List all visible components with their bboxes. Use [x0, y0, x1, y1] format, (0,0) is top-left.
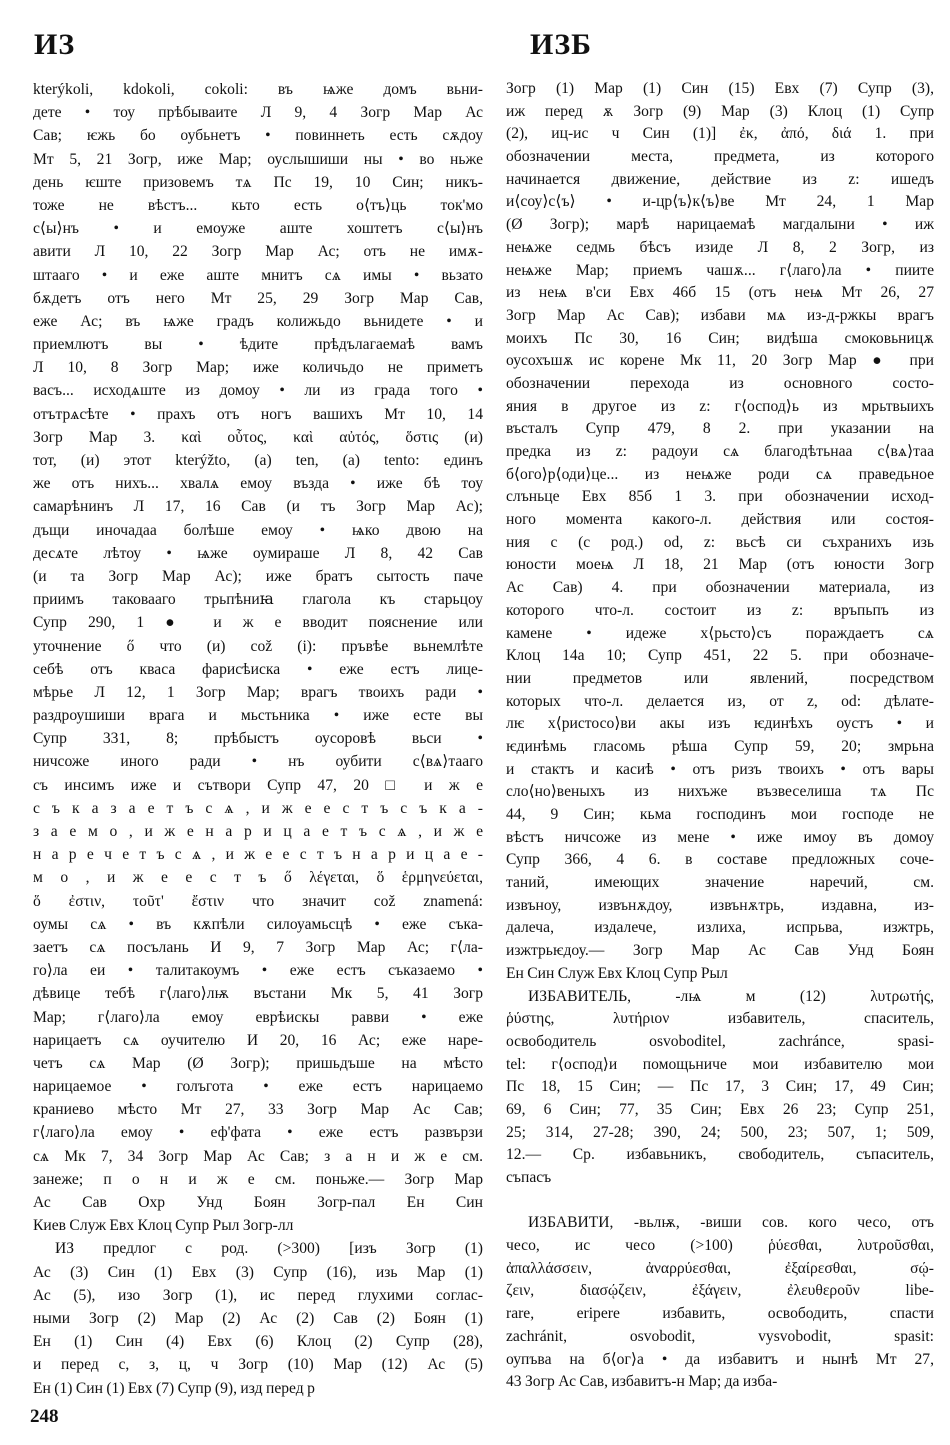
text-line: (Ø Зогр); марѣ нарицаемаѣ магдалыни • иж	[506, 216, 934, 234]
text-line: ѥдинѣмь гласомь рѣша Супр 59, 20; змрьна	[506, 737, 934, 755]
text-line: Ен (1) Син (4) Евх (6) Клоц (2) Супр (28),	[33, 1333, 483, 1351]
text-line: ния с (с род.) od, z: вьсѣ си съхранихъ изь	[506, 533, 934, 551]
text-line: Ен (1) Син (1) Евх (7) Супр (9), изд перед р	[33, 1379, 315, 1397]
text-line: занеже; п о н и ж е см. поньже.— Зогр Мар	[33, 1170, 483, 1188]
text-line: вѣстъ ничсоже из мене • иже имоу въ домоу	[506, 828, 934, 846]
text-line: приемлютъ вы • ѣдите прѣдълагаемаѣ вамъ	[33, 336, 483, 354]
text-line: г⟨лаго⟩ла емоу • еф'фата • еже естъ развързи	[33, 1124, 483, 1142]
text-line: Ас Сав) 4. при обозначении материала, из	[506, 579, 934, 597]
text-line: самарѣнинъ Л 17, 16 Сав (и тъ Зогр Мар Ас);	[33, 498, 483, 516]
text-line: Сав; ѥжь бо оубьнетъ • повиннеть есть сѫдоу	[33, 127, 483, 145]
text-line: съ инсимъ иже и сътвори Супр 47, 20 □ и ж е	[33, 776, 483, 794]
text-line: неѩже седмь бѣсъ изиде Л 8, 2 Зогр, из	[506, 238, 934, 256]
text-line: Супр 331, 8; прѣбыстъ оусоровѣ вьси •	[33, 730, 483, 748]
text-line: васъ... исходѧште из домоу • ли из града того •	[33, 382, 483, 400]
text-line: яния в другое из z: г⟨оспод⟩ь из мрьтвыихъ	[506, 397, 934, 415]
text-line: и стактъ и касиѣ • отъ ризъ твоихъ • отъ вары	[506, 760, 934, 778]
text-line: ИЗБАВИТЕЛЬ, -лѩ м (12) λυτρωτής,	[528, 987, 934, 1005]
text-line: нии предметов или явлений, посредством	[506, 669, 934, 687]
text-line: тот, (и) этот kterýžto, (a) ten, (a) tento: единъ	[33, 452, 483, 469]
text-line: камене • идеже х⟨рьсто⟩съ пораждаетъ сѧ	[506, 624, 934, 642]
text-line: Пс 18, 15 Син; — Пс 17, 3 Син; 17, 49 Син;	[506, 1078, 934, 1096]
text-line: из неѩ в'си Евх 46б 15 (отъ неѩ Мт 26, 27	[506, 284, 934, 302]
text-line: kterýkoli, kdokoli, cokoli: въ ѩже домъ вьни-	[33, 81, 483, 98]
text-line: и⟨соу⟩с⟨ъ⟩ • и-цр⟨ъ⟩к⟨ъ⟩ве Мт 24, 1 Мар	[506, 193, 934, 211]
text-line: Мт 5, 21 Зогр, иже Мар; оуслышиши ны • во ньже	[33, 150, 483, 168]
text-line: Киев Служ Евх Клоц Супр Рыл Зогр-лл	[33, 1217, 294, 1235]
running-head-right: ИЗБ	[530, 28, 593, 61]
text-line: начинается движение, действие из z: ишедъ	[506, 170, 934, 188]
text-line: неѩже Мар; приемъ чашѫ... г⟨лаго⟩ла • пиите	[506, 261, 934, 279]
text-line: ὅ ἐστιν, τοῦτ' ἔστιν что значит což znamená:	[33, 892, 483, 910]
page-number: 248	[30, 1406, 59, 1427]
left-column	[33, 78, 483, 1400]
text-line: дете • тоу прѣбываите Л 9, 4 Зогр Мар Ас	[33, 104, 483, 122]
text-line: освободитель osvoboditel, zachránce, spasi-	[506, 1032, 934, 1050]
text-line: съпасъ	[506, 1169, 552, 1186]
text-line: ными Зогр (2) Мар (2) Ас (2) Сав (2) Боян (1)	[33, 1309, 483, 1327]
text-line: раздроушиши врага и мьстьника • иже есте вы	[33, 707, 483, 725]
text-line: далеча, издалече, излиха, испрьва, изжтрь,	[506, 919, 934, 937]
text-line: отътрѧсѣте • прахъ отъ ногъ вашихъ Мт 10, 14	[33, 405, 483, 423]
text-line: Ас Сав Охр Унд Боян Зогр-пал Ен Син	[33, 1194, 483, 1211]
text-line: тоже не вѣстъ... кьто есть о⟨тъ⟩ць ток'мо	[33, 196, 483, 214]
text-line: еже Ас; въ ѩже градъ колижьдо вьнидете • и	[33, 312, 483, 330]
text-line: zachránit, osvobodit, vysvobodit, spasit:	[506, 1327, 934, 1345]
text-line: б⟨ого⟩р⟨оди⟩це... из неѩже роди сѧ праведьное	[506, 465, 934, 483]
text-line: ζειν, διασῴζειν, ἐξάγειν, ἐλευθεροῦν libe-	[506, 1282, 934, 1300]
text-line: обозначении перехода из основного состо-	[506, 374, 934, 392]
text-line: дъщи иночадаа болѣше емоу • ѩко двою на	[33, 521, 483, 539]
text-line: Ен Син Служ Евх Клоц Супр Рыл	[506, 964, 728, 982]
text-line: моихъ Пс 30, 16 Син; видѣша смоковьницѫ	[506, 329, 934, 347]
text-line: нарицаемое • голъгота • еже естъ нарицаемо	[33, 1078, 483, 1096]
text-line: 69, 6 Син; 77, 35 Син; Евх 26 23; Супр 251,	[506, 1100, 934, 1118]
text-line: нарицаетъ сѧ оучителю И 20, 16 Ас; еже наре-	[33, 1031, 483, 1049]
text-line: tel: г⟨оспод⟩и помощьниче мои избавителю мои	[506, 1055, 934, 1073]
text-line: з а е м о , и ж е н а р и ц а е т ъ с ѧ , и ж е	[33, 823, 483, 840]
text-line: м о , и ж е е с т ъ ő λέγεται, ὅ ἑρμηνεύεται,	[33, 869, 483, 887]
text-line: го⟩ла еи • талитакоумъ • еже естъ съказаемо •	[33, 962, 483, 980]
text-line: ἀπαλλάσσειν, ἀναρρύεσθαι, ἐξαίρεσθαι, σῴ-	[506, 1259, 934, 1277]
text-line: юности моеѩ Л 18, 21 Мар (отъ юности Зогр	[506, 556, 934, 574]
text-line: ИЗБАВИТИ, -вьлѭ, -виши сов. кого чесо, отъ	[528, 1214, 934, 1232]
text-line: день ѥште призовемъ тѧ Пс 19, 10 Син; никъ-	[33, 173, 483, 191]
text-line: изжтрьѥдоу.— Зогр Мар Ас Сав Унд Боян	[506, 942, 934, 960]
text-line: Зогр Мар Ас Сав); избави мѧ из-д-ржкы врагъ	[506, 306, 934, 324]
text-line: Ас (3) Син (1) Евх (3) Супр (16), изь Мар (1)	[33, 1263, 483, 1281]
text-line: ничсоже иного ради • нъ оубити с⟨вѧ⟩тааго	[33, 753, 483, 771]
text-line: Л 10, 8 Зогр Мар; иже количьдо не приметъ	[33, 359, 483, 377]
text-line: извъноу, извънѫдоу, извънѫтрь, издавна, из-	[506, 896, 934, 914]
text-line: сѧ Мк 7, 34 Зогр Мар Ас Сав; з а н и ж е см.	[33, 1147, 483, 1165]
text-line: которого что-л. состоит из z: връпьпъ из	[506, 601, 934, 619]
text-line: оумы сѧ • въ кѫпѣли силоуамьсцѣ • еже съка-	[33, 915, 483, 933]
text-line: rare, eripere избавить, освободить, спасти	[506, 1305, 934, 1323]
right-column	[506, 78, 934, 1394]
text-line: Супр 290, 1 ● и ж е вводит пояснение или	[33, 614, 483, 632]
text-line: авити Л 10, 22 Зогр Мар Ас; отъ не имѫ-	[33, 243, 483, 261]
text-line: мѣрье Л 12, 1 Зогр Мар; врагъ твоихъ ради •	[33, 683, 483, 701]
text-line: таний, имеющих значение наречий, см.	[506, 874, 934, 892]
text-line: 12.— Ср. избавьникъ, свободитель, съпаситель,	[506, 1146, 934, 1164]
text-line: Клоц 14а 10; Супр 451, 22 5. при обозначе-	[506, 647, 934, 665]
text-line: иж перед ѫ Зогр (9) Мар (3) Клоц (1) Супр	[506, 102, 934, 120]
text-line: чесо, ис чесо (>100) ῥύεσθαι, λυτροῦσθαι,	[506, 1237, 934, 1255]
text-line: с⟨ы⟩нъ • и емоуже аште хоштетъ с⟨ы⟩нъ	[33, 220, 483, 238]
text-line: себѣ отъ кваса фарисѣиска • еже естъ лице-	[33, 660, 483, 678]
text-line: четъ сѧ Мар (Ø Зогр); пришьдъше на мѣсто	[33, 1054, 483, 1072]
text-line: и перед с, з, ц, ч Зогр (10) Мар (12) Ас (5)	[33, 1356, 483, 1374]
text-line: ного момента какого-л. действия или состоя-	[506, 511, 934, 529]
text-line: с ъ к а з а е т ъ с ѧ , и ж е е с т ъ с ъ к а -	[33, 799, 483, 817]
text-line: бѫдетъ отъ него Мт 25, 29 Зогр Мар Сав,	[33, 289, 483, 307]
text-line: заетъ сѧ посълань И 9, 7 Зогр Мар Ас; г⟨ла-	[33, 938, 483, 956]
text-line: Зогр Мар 3. καὶ οὗτος, καὶ αὐτός, ὅστις (и)	[33, 428, 483, 446]
text-line: 25; 314, 27-28; 390, 24; 500, 23; 507, 1; 509,	[506, 1123, 934, 1141]
text-line: въсталъ Супр 479, 8 2. при указании на	[506, 420, 934, 438]
text-line: штааго • и еже аште мнитъ сѧ имы • вьзато	[33, 266, 483, 284]
running-head-left: ИЗ	[34, 28, 76, 61]
text-line: Мар; г⟨лаго⟩ла емоу еврѣискы равви • еже	[33, 1008, 483, 1026]
text-line: ῥύστης, λυτήριον избавитель, спаситель,	[506, 1010, 934, 1028]
text-line: сло⟨но⟩веныхъ из нихъже възвеселиша тѧ Пс	[506, 783, 934, 801]
text-line: 44, 9 Син; кьма господинъ мои господе не	[506, 806, 934, 823]
text-line: Ас (5), изо Зогр (1), ис перед глухими соглас-	[33, 1286, 483, 1304]
text-line: Супр 366, 4 6. в составе предложных соче-	[506, 851, 934, 869]
text-line: обозначении места, предмета, из которого	[506, 148, 934, 166]
text-line: дѣвице тебѣ г⟨лаго⟩лѭ въстани Мк 5, 41 Зогр	[33, 985, 483, 1003]
text-line: десѧте лѣтоу • ѩже оумираше Л 8, 42 Сав	[33, 544, 483, 562]
text-line: н а р е ч е т ъ с ѧ , и ж е е с т ъ н а р и ц а е -	[33, 846, 483, 864]
text-line: же отъ нихъ... хвалѧ емоу възда • иже бѣ тоу	[33, 475, 483, 493]
text-line: которых что-л. делается из, от z, od: дѣлате-	[506, 692, 934, 710]
text-line: 43 Зогр Ас Сав, избавитъ-н Мар; да изба-	[506, 1373, 778, 1391]
text-line: приимъ таковааго трьпѣниꙗ глагола къ старьцоу	[33, 591, 483, 609]
text-line: оусохъшѫ ис корене Мк 11, 20 Зогр Мар ● при	[506, 352, 934, 370]
text-line: краниево мѣсто Мт 27, 33 Зогр Мар Ас Сав;	[33, 1101, 483, 1119]
text-line: Зогр (1) Мар (1) Син (15) Евх (7) Супр (3),	[506, 80, 934, 97]
text-line: (2), иц-ис ч Син (1)] ἐκ, ἀπό, διά 1. при	[506, 125, 934, 143]
text-line: лѥ х⟨ристосо⟩ви акы изъ ѥдинѣхъ оустъ • и	[506, 715, 934, 733]
text-line: предка из z: радоуи сѧ благодѣтьнаа с⟨вѧ⟩таа	[506, 443, 934, 460]
entry-gap	[506, 1190, 934, 1213]
text-line: слъньце Евх 85б 1 3. при обозначении исход-	[506, 488, 934, 506]
text-line: ИЗ предлог с род. (>300) [изъ Зогр (1)	[55, 1240, 483, 1258]
text-line: оупъва на б⟨ог⟩а • да избавитъ и нынѣ Мт 27,	[506, 1350, 934, 1368]
text-line: уточнение ő что (и) což (i): пръвѣе вьнемлѣте	[33, 637, 483, 655]
text-line: (и та Зогр Мар Ас); иже братъ сытость паче	[33, 567, 483, 585]
